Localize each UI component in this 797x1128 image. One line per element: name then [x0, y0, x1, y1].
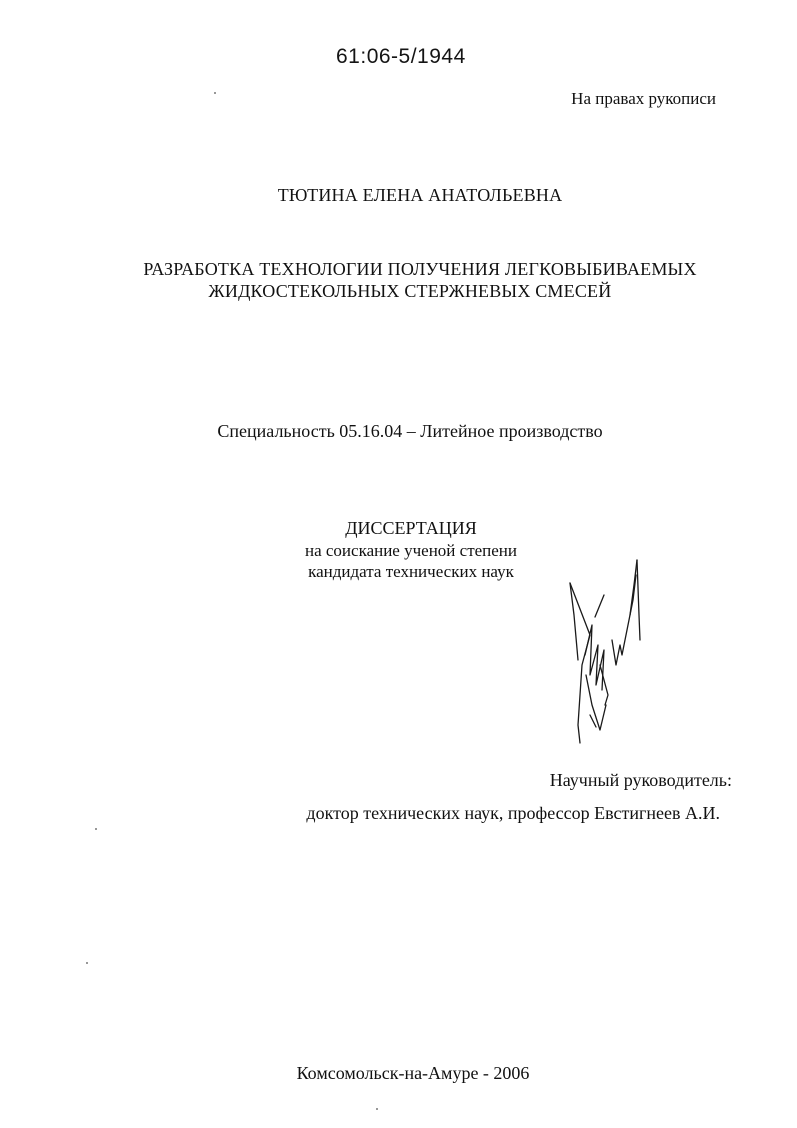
- place-and-year: Комсомольск-на-Амуре - 2006: [296, 1063, 530, 1083]
- degree-line-2: кандидата технических наук: [308, 562, 514, 581]
- scan-speck: [95, 828, 97, 830]
- specialty-line: Специальность 05.16.04 – Литейное производство: [217, 421, 603, 441]
- thesis-title-line-2: ЖИДКОСТЕКОЛЬНЫХ СТЕРЖНЕВЫХ СМЕСЕЙ: [208, 281, 612, 301]
- author-name: ТЮТИНА ЕЛЕНА АНАТОЛЬЕВНА: [277, 185, 563, 205]
- registry-number-stamp: 61:06-5/1944: [336, 45, 466, 68]
- rights-note: На правах рукописи: [571, 89, 716, 108]
- scan-speck: [86, 962, 88, 964]
- thesis-title-line-1: РАЗРАБОТКА ТЕХНОЛОГИИ ПОЛУЧЕНИЯ ЛЕГКОВЫБИВАЕМЫХ: [143, 259, 697, 279]
- handwritten-signature: [560, 555, 650, 750]
- degree-line-1: на соискание ученой степени: [304, 541, 518, 560]
- scan-speck: [376, 1108, 378, 1110]
- scan-speck: [214, 92, 216, 94]
- supervisor-label: Научный руководитель:: [549, 770, 732, 790]
- dissertation-heading: ДИССЕРТАЦИЯ: [345, 518, 477, 538]
- supervisor-name: доктор технических наук, профессор Евстигнеев А.И.: [306, 803, 720, 823]
